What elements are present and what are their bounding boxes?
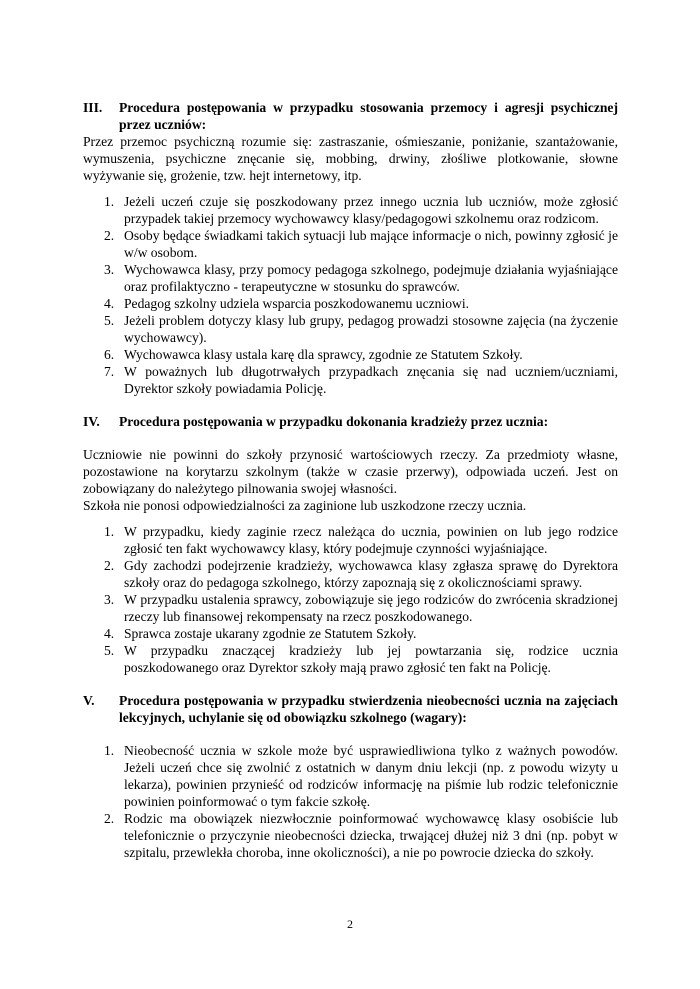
list-item <box>83 810 618 861</box>
list-item-number: 2. <box>104 558 115 573</box>
list-item-text: Osoby będące świadkami takich sytuacji lub mające informacje o nich, powinny zgłosić je w/w osobom. <box>124 228 618 260</box>
section-title: Procedura postępowania w przypadku dokonania kradzieży przez ucznia: <box>119 414 549 429</box>
list-item <box>83 193 618 227</box>
section-intro: Uczniowie nie powinni do szkoły przynosić wartościowych rzeczy. Za przedmioty własne, pozostawione na korytarzu szkolnym (także w czasie przerwy), odpowiada uczeń. Jest on zobowiązany do należytego pilnowania swojej własności. <box>83 447 618 496</box>
list-item <box>83 346 618 363</box>
list-item <box>83 591 618 625</box>
list-item-number: 5. <box>104 313 115 328</box>
page-number: 2 <box>347 917 353 931</box>
list-item-number: 4. <box>104 296 115 311</box>
list-item-text: Wychowawca klasy, przy pomocy pedagoga szkolnego, podejmuje działania wyjaśniające oraz profilaktyczno - terapeutyczne w stosunku do sprawców. <box>124 262 618 294</box>
list-item-number: 5. <box>104 643 115 658</box>
list-item-text: Nieobecność ucznia w szkole może być usprawiedliwiona tylko z ważnych powodów. Jeżeli uczeń chce się zwolnić z ostatnich w danym dniu lekcji (np. z powodu wizyty u lekarza), powinien przynieść od rodziców informację na piśmie lub rodzic telefonicznie powinien poinformować o tym fakcie szkołę. <box>124 743 618 809</box>
list-item-number: 1. <box>104 524 115 539</box>
section-heading-v <box>83 692 618 726</box>
list-item <box>83 523 618 557</box>
procedure-list-iv <box>83 523 618 676</box>
list-item-text: Sprawca zostaje ukarany zgodnie ze Statutem Szkoły. <box>124 626 417 641</box>
list-item <box>83 557 618 591</box>
section-heading-iv <box>83 413 618 430</box>
list-item-text: Pedagog szkolny udziela wsparcia poszkodowanemu uczniowi. <box>124 296 470 311</box>
list-item <box>83 261 618 295</box>
page-content <box>83 99 618 861</box>
section-number: III. <box>83 100 103 115</box>
list-item-text: W poważnych lub długotrwałych przypadkach znęcania się nad uczniem/uczniami, Dyrektor szkoły powiadamia Policję. <box>124 364 618 396</box>
list-item <box>83 642 618 676</box>
list-item-number: 3. <box>104 592 115 607</box>
list-item-text: Jeżeli problem dotyczy klasy lub grupy, pedagog prowadzi stosowne zajęcia (na życzenie wychowawcy). <box>124 313 618 345</box>
procedure-list-iii <box>83 193 618 397</box>
list-item <box>83 742 618 810</box>
section-title: Procedura postępowania w przypadku stwierdzenia nieobecności ucznia na zajęciach lekcyjnych, uchylanie się od obowiązku szkolnego (wagary): <box>119 693 618 725</box>
list-item <box>83 227 618 261</box>
list-item-text: Gdy zachodzi podejrzenie kradzieży, wychowawca klasy zgłasza sprawę do Dyrektora szkoły oraz do pedagoga szkolnego, którzy zapoznają się z okolicznościami sprawy. <box>124 558 618 590</box>
list-item-number: 1. <box>104 743 115 758</box>
list-item-text: Wychowawca klasy ustala karę dla sprawcy, zgodnie ze Statutem Szkoły. <box>124 347 523 362</box>
list-item-number: 2. <box>104 228 115 243</box>
list-item-number: 4. <box>104 626 115 641</box>
section-number: V. <box>83 693 95 708</box>
list-item-text: W przypadku znaczącej kradzieży lub jej powtarzania się, rodzice ucznia poszkodowanego oraz Dyrektor szkoły mają prawo zgłosić ten fakt na Policję. <box>124 643 618 675</box>
section-heading-iii <box>83 99 618 133</box>
list-item <box>83 363 618 397</box>
list-item-text: W przypadku, kiedy zaginie rzecz należąca do ucznia, powinien on lub jego rodzice zgłosić ten fakt wychowawcy klasy, który podejmuje czynności wyjaśniające. <box>124 524 618 556</box>
list-item-number: 2. <box>104 811 115 826</box>
list-item-text: W przypadku ustalenia sprawcy, zobowiązuje się jego rodziców do zwrócenia skradzionej rzeczy lub finansowej rekompensaty na rzecz poszkodowanego. <box>124 592 618 624</box>
section-number: IV. <box>83 414 100 429</box>
procedure-list-v <box>83 742 618 861</box>
list-item-number: 3. <box>104 262 115 277</box>
section-intro: Przez przemoc psychiczną rozumie się: zastraszanie, ośmieszanie, poniżanie, szantażowanie, wymuszenia, psychiczne znęcanie się, mobbing, drwiny, złośliwe plotkowanie, słowne wyżywanie się, grożenie, tzw. hejt internetowy, itp. <box>83 134 618 183</box>
list-item-number: 7. <box>104 364 115 379</box>
list-item-number: 6. <box>104 347 115 362</box>
section-intro-note: Szkoła nie ponosi odpowiedzialności za zaginione lub uszkodzone rzeczy ucznia. <box>83 498 527 513</box>
list-item-text: Rodzic ma obowiązek niezwłocznie poinformować wychowawcę klasy osobiście lub telefonicznie o przyczynie nieobecności dziecka, trwającej dłużej niż 3 dni (np. pobyt w szpitalu, przewlekła choroba, inne okoliczności), a nie po powrocie dziecka do szkoły. <box>124 811 618 860</box>
section-title: Procedura postępowania w przypadku stosowania przemocy i agresji psychicznej przez uczniów: <box>119 100 618 132</box>
list-item-text: Jeżeli uczeń czuje się poszkodowany przez innego ucznia lub uczniów, może zgłosić przypadek takiej przemocy wychowawcy klasy/pedagogowi szkolnemu oraz rodzicom. <box>124 194 618 226</box>
list-item <box>83 295 618 312</box>
list-item-number: 1. <box>104 194 115 209</box>
list-item <box>83 625 618 642</box>
list-item <box>83 312 618 346</box>
